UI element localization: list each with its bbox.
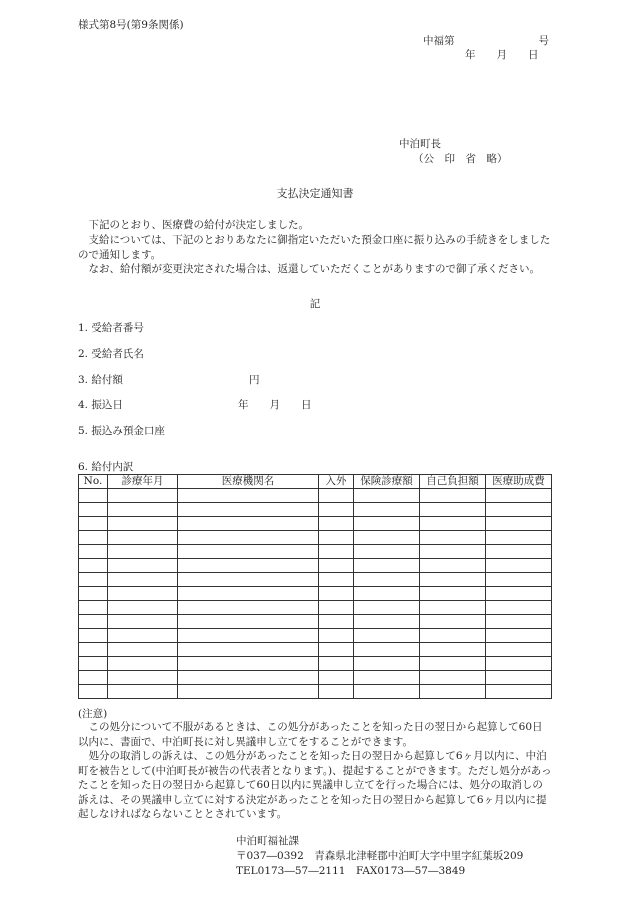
table-cell	[79, 685, 108, 699]
table-cell	[319, 517, 354, 531]
table-cell	[354, 657, 420, 671]
table-cell	[108, 489, 178, 503]
table-cell	[486, 615, 552, 629]
table-cell	[319, 671, 354, 685]
table-cell	[79, 671, 108, 685]
table-cell	[178, 587, 319, 601]
table-cell	[79, 517, 108, 531]
table-cell	[354, 601, 420, 615]
table-cell	[486, 657, 552, 671]
table-cell	[319, 489, 354, 503]
table-cell	[79, 573, 108, 587]
table-row	[79, 545, 552, 559]
table-cell	[354, 489, 420, 503]
ki-heading: 記	[309, 298, 321, 310]
table-cell	[108, 601, 178, 615]
footer-contact: TEL0173―57―2111 FAX0173―57―3849	[236, 865, 466, 877]
notes-heading: (注意)	[78, 708, 108, 720]
table-cell	[354, 503, 420, 517]
table-row	[79, 657, 552, 671]
item-account: 5. 振込み預金口座	[78, 425, 165, 437]
table-cell	[420, 629, 486, 643]
body-paragraph: 支給については、下記のとおりあなたに御指定いただいた預金口座に振り込みの手続きをしましたので通知します。	[78, 234, 551, 261]
transfer-date-units: 年 月 日	[238, 399, 312, 411]
amount-unit: 円	[249, 374, 260, 386]
table-cell	[79, 559, 108, 573]
table-cell	[319, 545, 354, 559]
table-cell	[108, 559, 178, 573]
table-cell	[319, 573, 354, 587]
table-cell	[319, 531, 354, 545]
table-cell	[420, 615, 486, 629]
table-cell	[319, 587, 354, 601]
table-cell	[178, 573, 319, 587]
col-header-copay: 自己負担額	[420, 475, 486, 489]
table-row	[79, 587, 552, 601]
table-cell	[319, 601, 354, 615]
table-cell	[178, 671, 319, 685]
table-cell	[486, 517, 552, 531]
table-cell	[319, 643, 354, 657]
table-cell	[420, 559, 486, 573]
table-cell	[319, 559, 354, 573]
table-cell	[108, 573, 178, 587]
col-header-institution: 医療機関名	[178, 475, 319, 489]
table-cell	[108, 685, 178, 699]
item-transfer-date: 4. 振込日	[78, 399, 123, 411]
issue-date: 年 月 日	[465, 49, 539, 61]
table-row	[79, 531, 552, 545]
item-recipient-name: 2. 受給者氏名	[78, 348, 144, 360]
table-cell	[178, 685, 319, 699]
table-row	[79, 559, 552, 573]
table-cell	[420, 517, 486, 531]
table-cell	[420, 503, 486, 517]
table-row	[79, 671, 552, 685]
table-cell	[354, 545, 420, 559]
table-cell	[354, 629, 420, 643]
table-cell	[420, 587, 486, 601]
table-cell	[178, 503, 319, 517]
table-cell	[319, 503, 354, 517]
table-cell	[319, 615, 354, 629]
table-cell	[108, 545, 178, 559]
notes-paragraph: この処分について不服があるときは、この処分があったことを知った日の翌日から起算して60日以内に、書面で、中泊町長に対し異議申し立てをすることができます。	[78, 721, 543, 748]
table-cell	[420, 489, 486, 503]
table-cell	[486, 643, 552, 657]
table-cell	[486, 685, 552, 699]
notes-paragraph: 処分の取消しの訴えは、この処分があったことを知った日の翌日から起算して6ヶ月以内に、中泊町を被告として(中泊町長が被告の代表者となります。)、提起することができます。ただし処分があったことを知った日の翌日から起算して60日以内に異議申し立てを行った場合には、処分の取消しの訴えは、その異議申し立てに対する決定があったことを知った日の翌日から起算して6ヶ月以内に提起しなければならないこととされています。	[78, 750, 552, 820]
col-header-treatment-month: 診療年月	[108, 475, 178, 489]
table-cell	[178, 657, 319, 671]
table-row	[79, 629, 552, 643]
table-cell	[420, 573, 486, 587]
table-cell	[108, 503, 178, 517]
table-cell	[319, 685, 354, 699]
table-cell	[79, 489, 108, 503]
table-cell	[178, 517, 319, 531]
form-number: 様式第8号(第9条関係)	[78, 19, 184, 31]
table-cell	[354, 615, 420, 629]
body-paragraph: 下記のとおり、医療費の給付が決定しました。	[88, 219, 309, 231]
table-row	[79, 489, 552, 503]
item-recipient-number: 1. 受給者番号	[78, 322, 144, 334]
table-cell	[79, 629, 108, 643]
table-cell	[486, 545, 552, 559]
table-cell	[178, 531, 319, 545]
table-cell	[420, 671, 486, 685]
table-cell	[354, 573, 420, 587]
table-cell	[486, 671, 552, 685]
table-cell	[420, 545, 486, 559]
table-cell	[420, 685, 486, 699]
table-header-row	[79, 475, 552, 489]
table-cell	[354, 671, 420, 685]
table-cell	[178, 545, 319, 559]
body-paragraph: なお、給付額が変更決定された場合は、返還していただくことがありますので御了承ください。	[88, 263, 540, 275]
table-cell	[420, 643, 486, 657]
table-cell	[79, 587, 108, 601]
table-cell	[420, 601, 486, 615]
table-cell	[79, 657, 108, 671]
table-row	[79, 601, 552, 615]
table-cell	[486, 587, 552, 601]
table-cell	[79, 643, 108, 657]
reference-number: 中福第 号	[423, 35, 549, 47]
col-header-insured-amount: 保険診療額	[354, 475, 420, 489]
table-cell	[354, 531, 420, 545]
footer-department: 中泊町福祉課	[236, 835, 299, 847]
document-title: 支払決定通知書	[276, 187, 354, 200]
table-cell	[178, 489, 319, 503]
table-cell	[79, 531, 108, 545]
table-cell	[108, 531, 178, 545]
table-row	[79, 643, 552, 657]
item-amount: 3. 給付額	[78, 374, 123, 386]
table-row	[79, 503, 552, 517]
table-cell	[178, 629, 319, 643]
table-row	[79, 685, 552, 699]
table-row	[79, 615, 552, 629]
seal-omitted: （公 印 省 略）	[413, 153, 508, 165]
table-cell	[354, 587, 420, 601]
breakdown-table	[78, 474, 552, 699]
table-cell	[178, 643, 319, 657]
table-cell	[108, 643, 178, 657]
table-cell	[108, 587, 178, 601]
table-cell	[178, 601, 319, 615]
table-cell	[319, 629, 354, 643]
table-cell	[319, 657, 354, 671]
table-row	[79, 573, 552, 587]
col-header-subsidy: 医療助成費	[486, 475, 552, 489]
table-cell	[486, 573, 552, 587]
table-cell	[420, 657, 486, 671]
table-cell	[79, 601, 108, 615]
col-header-in-out: 入外	[319, 475, 354, 489]
table-cell	[79, 503, 108, 517]
issuer-name: 中泊町長	[399, 138, 441, 150]
table-cell	[486, 531, 552, 545]
table-cell	[354, 643, 420, 657]
table-cell	[486, 629, 552, 643]
table-cell	[178, 559, 319, 573]
table-cell	[354, 685, 420, 699]
table-cell	[108, 615, 178, 629]
item-breakdown: 6. 給付内訳	[78, 461, 134, 473]
table-cell	[79, 545, 108, 559]
table-cell	[486, 559, 552, 573]
table-cell	[420, 531, 486, 545]
table-cell	[354, 517, 420, 531]
table-cell	[486, 489, 552, 503]
table-cell	[79, 615, 108, 629]
footer-address: 〒037―0392 青森県北津軽郡中泊町大字中里字紅葉坂209	[236, 850, 524, 862]
table-row	[79, 517, 552, 531]
table-cell	[108, 671, 178, 685]
table-cell	[354, 559, 420, 573]
table-cell	[108, 517, 178, 531]
table-cell	[108, 657, 178, 671]
table-cell	[178, 615, 319, 629]
table-cell	[108, 629, 178, 643]
table-cell	[486, 503, 552, 517]
col-header-no: No.	[79, 475, 108, 489]
table-cell	[486, 601, 552, 615]
